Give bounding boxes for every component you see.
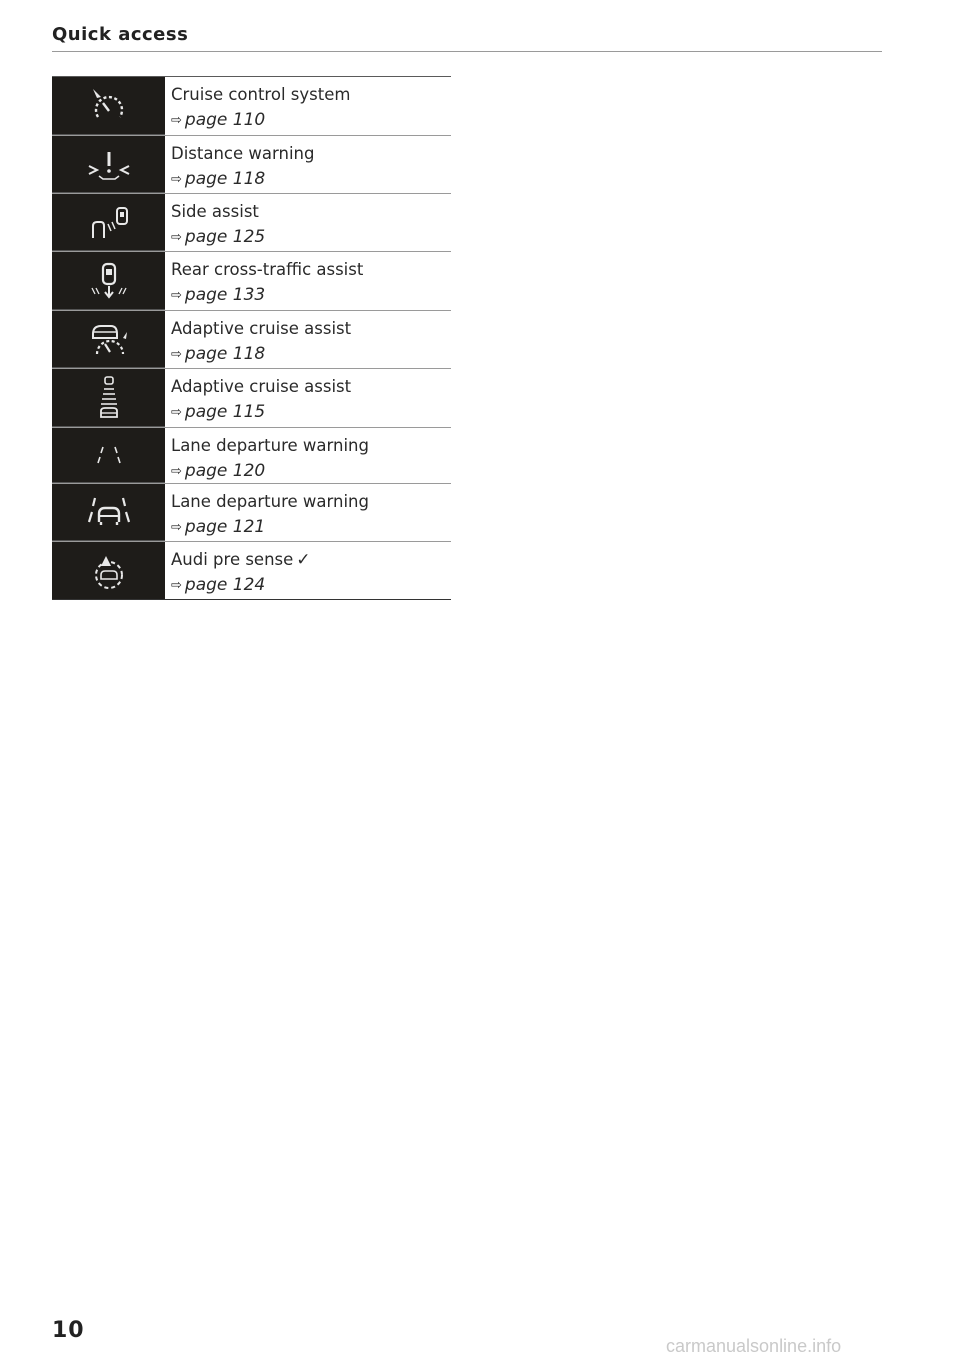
row-label: Adaptive cruise assist [171, 377, 352, 396]
row-label: Side assist [171, 202, 259, 221]
table-row [52, 252, 451, 311]
arrow-right-icon: ⇨ [171, 113, 182, 128]
row-label: Adaptive cruise assist [171, 319, 352, 338]
page-reference-link[interactable]: ⇨ page 118 [171, 169, 266, 189]
side-assist-icon [52, 194, 165, 251]
page-reference-link[interactable]: ⇨ page 115 [171, 402, 266, 422]
row-label: Lane departure warning [171, 436, 369, 455]
table-row [52, 311, 451, 369]
arrow-right-icon: ⇨ [171, 464, 182, 479]
arrow-right-icon: ⇨ [171, 347, 182, 362]
table-row [52, 484, 451, 542]
table-row [52, 194, 451, 252]
distance-warning-icon [52, 136, 165, 193]
arrow-right-icon: ⇨ [171, 405, 182, 420]
row-label: Audi pre sense ✓ [171, 550, 311, 570]
page-reference-link[interactable]: ⇨ page 124 [171, 575, 266, 595]
arrow-right-icon: ⇨ [171, 288, 182, 303]
table-row [52, 542, 451, 600]
adaptive-cruise-speedometer-icon [52, 311, 165, 368]
arrow-right-icon: ⇨ [171, 520, 182, 535]
row-label: Lane departure warning [171, 492, 369, 511]
arrow-right-icon: ⇨ [171, 230, 182, 245]
indicator-table [52, 76, 451, 600]
watermark: carmanualsonline.info [666, 1336, 842, 1356]
page-reference-link[interactable]: ⇨ page 110 [171, 110, 266, 130]
table-row [52, 136, 451, 194]
page-reference-link[interactable]: ⇨ page 125 [171, 227, 266, 247]
row-label: Rear cross-traffic assist [171, 260, 364, 279]
rear-cross-traffic-icon [52, 252, 165, 310]
checkmark-icon: ✓ [296, 550, 311, 570]
lane-lines-icon [52, 428, 165, 483]
pre-sense-icon [52, 542, 165, 599]
row-label: Cruise control system [171, 85, 351, 104]
page-reference-link[interactable]: ⇨ page 121 [171, 517, 266, 537]
cruise-control-icon [52, 77, 165, 135]
header-divider [52, 51, 882, 52]
page-reference-link[interactable]: ⇨ page 118 [171, 344, 266, 364]
table-row [52, 428, 451, 484]
page-title: Quick access [52, 24, 189, 45]
page-reference-link[interactable]: ⇨ page 120 [171, 461, 266, 481]
table-row [52, 77, 451, 136]
arrow-right-icon: ⇨ [171, 172, 182, 187]
table-row [52, 369, 451, 428]
row-label: Distance warning [171, 144, 315, 163]
lane-car-icon [52, 484, 165, 541]
page-reference-link[interactable]: ⇨ page 133 [171, 285, 266, 305]
adaptive-cruise-distance-icon [52, 369, 165, 427]
page-number: 10 [52, 1318, 85, 1343]
arrow-right-icon: ⇨ [171, 578, 182, 593]
